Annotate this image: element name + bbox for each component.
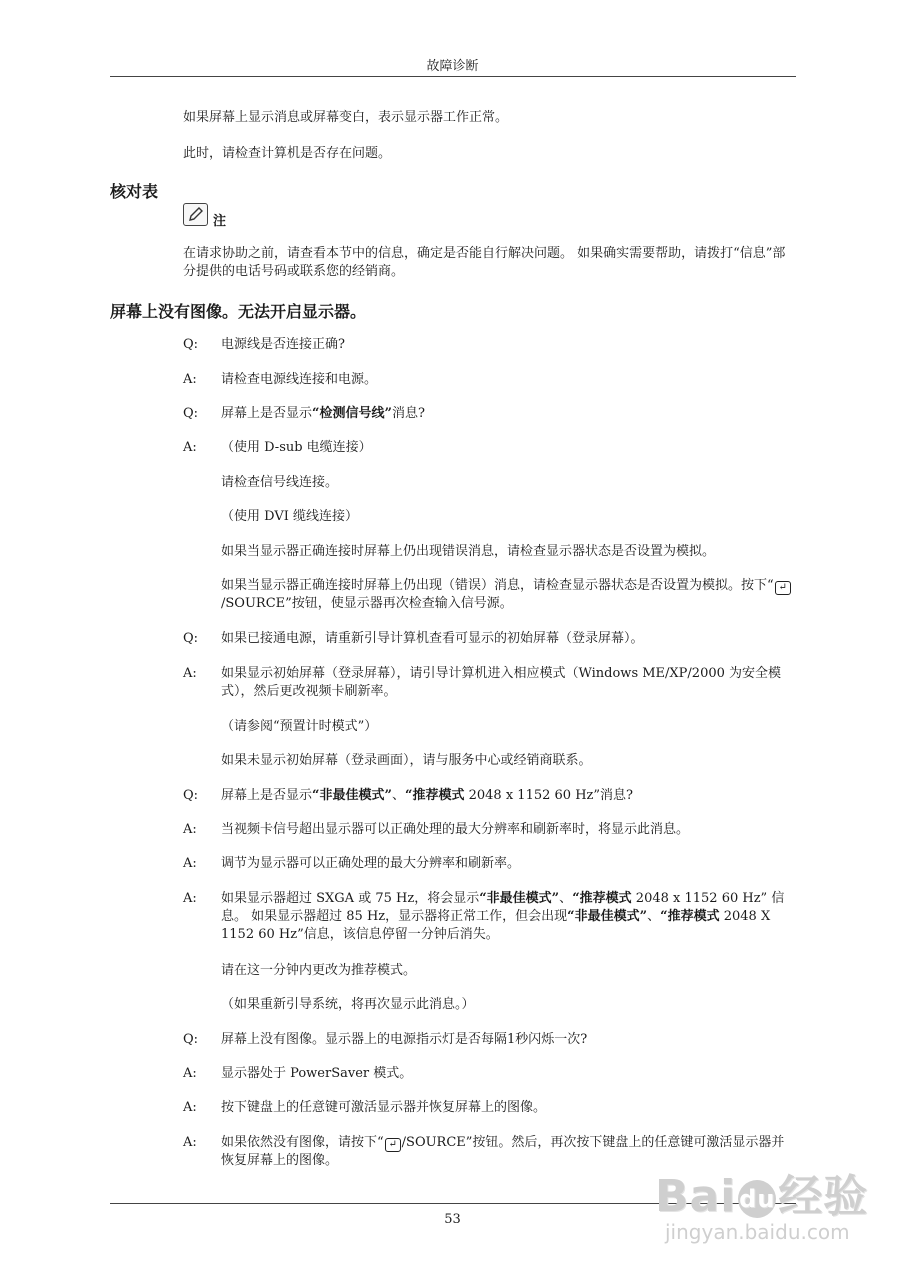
qa-question-3 <box>183 630 796 648</box>
intro-paragraph-2: 此时，请检查计算机是否存在问题。 <box>183 146 392 161</box>
answer-text: 请检查电源线连接和电源。 <box>221 372 378 387</box>
baidu-paw-icon: du <box>738 1180 776 1218</box>
qa-question-4 <box>183 787 796 805</box>
note-text: 在请求协助之前，请查看本节中的信息，确定是否能自行解决问题。 如果确实需要帮助，请拨打“信息”部分提供的电话号码或联系您的经销商。 <box>183 246 786 279</box>
qa-answer-2 <box>183 439 796 457</box>
question-tag: Q: <box>183 788 199 803</box>
answer-tag: A: <box>183 1066 197 1081</box>
answer-text: 显示器处于 PowerSaver 模式。 <box>221 1066 413 1081</box>
question-text: 屏幕上是否显示“检测信号线”消息? <box>221 406 425 421</box>
qa-answer-6 <box>183 890 796 944</box>
answer-text: 如果显示器超过 SXGA 或 75 Hz，将会显示“非最佳模式”、“推荐模式 2048 x 1152 60 Hz” 信息。 如果显示器超过 85 Hz，显示器将正常工作，但会出现“非最佳模式”、“推荐模式 2048 X 1152 60 Hz”信息，该信息停留一分钟后消失。 <box>221 891 785 942</box>
qa-question-1 <box>183 336 796 354</box>
answer-text: 如果显示初始屏幕（登录屏幕），请引导计算机进入相应模式（Windows ME/XP/2000 为安全模式），然后更改视频卡刷新率。 <box>221 666 782 699</box>
answer-tag: A: <box>183 666 197 681</box>
baidu-jingyan-watermark <box>655 1160 895 1260</box>
answer-tag: A: <box>183 1100 197 1115</box>
answer-text: 按下键盘上的任意键可激活显示器并恢复屏幕上的图像。 <box>221 1100 547 1115</box>
qa-question-5 <box>183 1031 796 1049</box>
section-heading: 屏幕上没有图像。无法开启显示器。 <box>110 302 367 321</box>
question-text: 如果已接通电源，请重新引导计算机查看可显示的初始屏幕（登录屏幕）。 <box>221 631 644 646</box>
answer-tag: A: <box>183 440 197 455</box>
answer-continuation: 请在这一分钟内更改为推荐模式。 <box>221 963 417 978</box>
question-tag: Q: <box>183 406 199 421</box>
answer-text: 调节为显示器可以正确处理的最大分辨率和刷新率。 <box>221 856 521 871</box>
answer-continuation: 如果当显示器正确连接时屏幕上仍出现（错误）消息，请检查显示器状态是否设置为模拟。按下“ ↵/SOURCE”按钮，使显示器再次检查输入信号源。 <box>221 577 796 613</box>
answer-continuation: （使用 DVI 缆线连接） <box>221 509 358 524</box>
qa-question-2 <box>183 405 796 423</box>
answer-continuation: 如果当显示器正确连接时屏幕上仍出现错误消息，请检查显示器状态是否设置为模拟。 <box>221 544 716 559</box>
intro-paragraph-1: 如果屏幕上显示消息或屏幕变白，表示显示器工作正常。 <box>183 110 509 125</box>
header-rule <box>110 76 796 77</box>
page-header-title: 故障诊断 <box>426 59 479 74</box>
answer-text: 如果依然没有图像，请按下“ ↵ /SOURCE”按钮。然后，再次按下键盘上的任意键可激活显示器并恢复屏幕上的图像。 <box>221 1135 785 1168</box>
question-tag: Q: <box>183 631 199 646</box>
page-number: 53 <box>444 1212 461 1227</box>
qa-answer-7 <box>183 1065 796 1083</box>
question-text: 屏幕上是否显示“非最佳模式”、“推荐模式 2048 x 1152 60 Hz”消息? <box>221 788 633 803</box>
qa-answer-3 <box>183 665 796 701</box>
answer-text: 当视频卡信号超出显示器可以正确处理的最大分辨率和刷新率时，将显示此消息。 <box>221 822 690 837</box>
qa-answer-5 <box>183 855 796 873</box>
answer-tag: A: <box>183 891 197 906</box>
answer-continuation: （请参阅“预置计时模式”） <box>221 719 378 734</box>
question-tag: Q: <box>183 1032 199 1047</box>
answer-tag: A: <box>183 856 197 871</box>
note-label: 注 <box>213 214 227 229</box>
qa-answer-8 <box>183 1099 796 1117</box>
answer-continuation: （如果重新引导系统，将再次显示此消息。） <box>221 997 475 1012</box>
enter-key-icon: ↵ <box>385 1138 401 1152</box>
answer-continuation: 如果未显示初始屏幕（登录画面），请与服务中心或经销商联系。 <box>221 753 592 768</box>
watermark-url: jingyan.baidu.com <box>665 1220 850 1244</box>
answer-continuation: 请检查信号线连接。 <box>221 475 339 490</box>
answer-tag: A: <box>183 1135 197 1150</box>
answer-tag: A: <box>183 372 197 387</box>
enter-key-icon: ↵ <box>775 581 791 595</box>
question-text: 电源线是否连接正确? <box>221 337 345 352</box>
note-icon <box>183 203 208 226</box>
answer-tag: A: <box>183 822 197 837</box>
question-text: 屏幕上没有图像。显示器上的电源指示灯是否每隔1秒闪烁一次? <box>221 1032 588 1047</box>
answer-text: （使用 D-sub 电缆连接） <box>221 440 372 455</box>
question-tag: Q: <box>183 337 199 352</box>
checklist-heading: 核对表 <box>110 182 159 201</box>
qa-answer-4 <box>183 821 796 839</box>
qa-answer-1 <box>183 371 796 389</box>
watermark-logo: Bai du经验 <box>655 1171 869 1222</box>
